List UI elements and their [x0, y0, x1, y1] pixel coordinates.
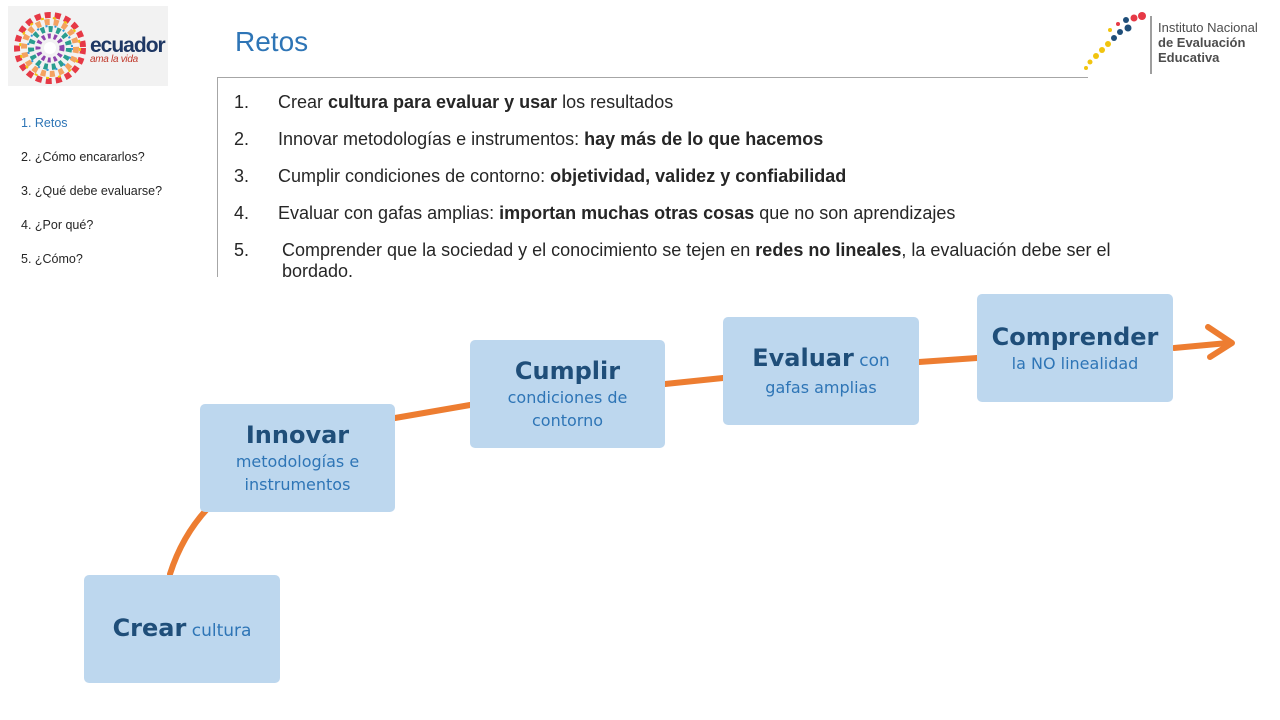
step-innovar-line1: metodologías e: [235, 452, 360, 471]
step-cumplir-line1: condiciones de: [507, 388, 628, 407]
challenge-emphasis: importan muchas otras cosas: [499, 203, 755, 223]
connector-cumplir-evaluar: [665, 378, 723, 384]
ineval-line3: Educativa: [1158, 50, 1220, 65]
nav-item-como[interactable]: 5. ¿Cómo?: [21, 252, 83, 266]
side-navigation: [21, 106, 211, 276]
step-crear-rest: cultura: [186, 620, 252, 641]
slide-title: Retos: [235, 26, 309, 57]
step-innovar-strong: Innovar: [245, 421, 350, 449]
connector-crear-innovar: [170, 508, 208, 574]
step-comprender-strong: Comprender: [991, 322, 1159, 351]
connector-innovar-cumplir: [395, 405, 470, 418]
frame-left-line: [217, 77, 218, 277]
nav-item-por-que[interactable]: 4. ¿Por qué?: [21, 218, 94, 232]
step-crear-title: [113, 613, 252, 646]
step-innovar-line2: instrumentos: [244, 475, 351, 494]
challenge-item: [234, 129, 1194, 150]
challenge-item: [234, 166, 1194, 187]
step-evaluar-title: [752, 343, 890, 376]
ineval-name: [1158, 20, 1278, 65]
nav-item-que-debe-evaluarse[interactable]: 3. ¿Qué debe evaluarse?: [21, 184, 163, 198]
ineval-logo: [1080, 8, 1280, 84]
ineval-divider: [1150, 16, 1152, 74]
step-crear-strong: Crear: [112, 613, 187, 642]
challenge-emphasis: objetividad, validez y confiabilidad: [550, 166, 847, 186]
ecuador-logo: [8, 6, 168, 86]
step-evaluar-line2: gafas amplias: [765, 378, 877, 397]
connector-evaluar-comprender: [919, 358, 977, 362]
challenge-text: Innovar metodologías e instrumentos:: [278, 129, 585, 149]
challenge-text-end: , la evaluación debe ser el bordado.: [282, 240, 1111, 281]
challenge-item: [234, 92, 1194, 113]
challenge-text-end: los resultados: [557, 92, 674, 112]
nav-item-retos[interactable]: 1. Retos: [21, 116, 68, 130]
challenge-text: Crear: [278, 92, 329, 112]
step-crear: [84, 575, 280, 683]
ineval-line2: de Evaluación: [1158, 35, 1246, 50]
ineval-line1: Instituto Nacional: [1158, 20, 1258, 35]
challenge-number: 2.: [234, 129, 250, 149]
frame-top-line: [218, 77, 1088, 78]
step-evaluar-strong: Evaluar: [752, 344, 854, 372]
challenge-item: [234, 203, 1194, 224]
logo-tagline: ama la vida: [90, 54, 138, 65]
logo-brand-text: ecuador: [90, 34, 165, 57]
nav-item-como-encararlos[interactable]: 2. ¿Cómo encararlos?: [21, 150, 145, 164]
step-comprender: [977, 294, 1173, 402]
step-cumplir-strong: Cumplir: [514, 357, 621, 385]
challenge-emphasis: hay más de lo que hacemos: [584, 129, 824, 149]
ecuador-sunburst-icon: [14, 12, 86, 84]
challenge-item: [234, 240, 1142, 282]
challenge-text: Comprender que la sociedad y el conocimiento se tejen en: [282, 240, 756, 260]
step-cumplir: [470, 340, 665, 448]
challenge-text-end: que no son aprendizajes: [754, 203, 956, 223]
challenge-text: Evaluar con gafas amplias:: [278, 203, 500, 223]
challenge-list: [234, 92, 1194, 282]
challenge-number: 5.: [234, 240, 250, 260]
step-evaluar: [723, 317, 919, 425]
step-innovar: [200, 404, 395, 512]
challenge-text: Cumplir condiciones de contorno:: [278, 166, 551, 186]
challenge-number: 4.: [234, 203, 250, 223]
step-comprender-line1: la NO linealidad: [1011, 353, 1139, 373]
step-cumplir-line2: contorno: [531, 411, 603, 430]
ineval-dots-icon: [1080, 8, 1148, 78]
challenge-emphasis: redes no lineales: [755, 240, 902, 260]
step-evaluar-rest: con: [853, 351, 890, 371]
challenge-number: 1.: [234, 92, 250, 112]
challenge-number: 3.: [234, 166, 250, 186]
challenge-emphasis: cultura para evaluar y usar: [328, 92, 558, 112]
